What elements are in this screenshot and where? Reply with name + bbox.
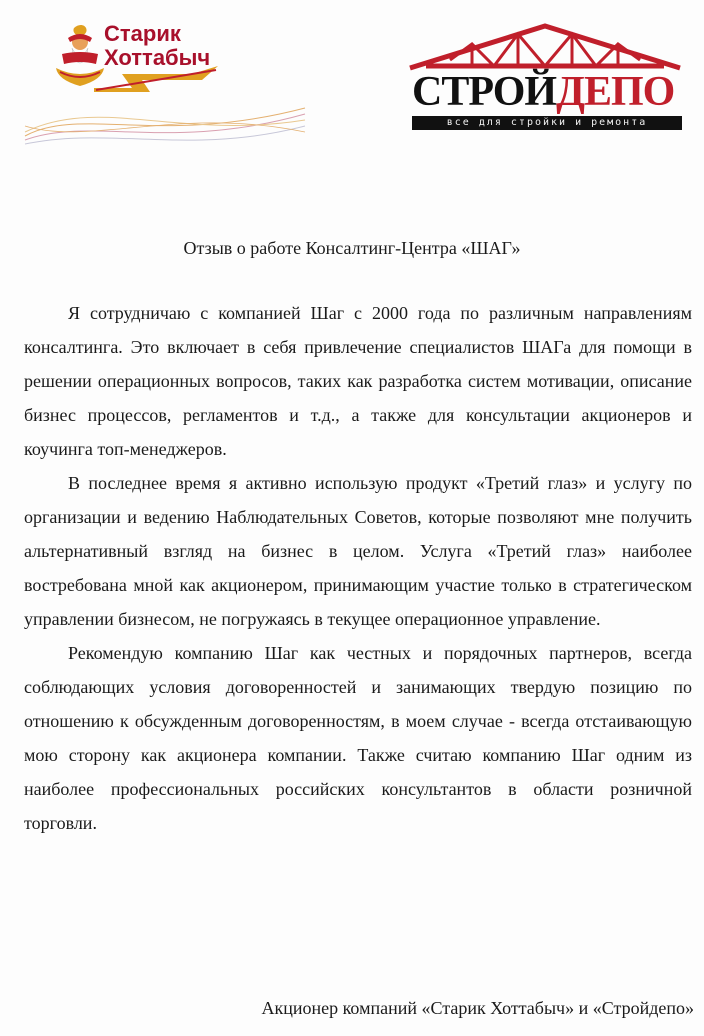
document-body — [24, 296, 692, 840]
starik-hottabych-brand-text: Старик Хоттабыч — [104, 21, 211, 70]
signature-line: Акционер компаний «Старик Хоттабыч» и «Стройдепо» — [261, 998, 694, 1018]
stroydepo-tagline: все для стройки и ремонта — [412, 116, 682, 130]
brand-part-stroy: СТРОЙ — [412, 69, 557, 115]
brand-part-depo: ДЕПО — [556, 69, 675, 115]
starik-hottabych-logo — [52, 22, 242, 92]
decorative-waves — [20, 96, 310, 156]
stroydepo-brand-text — [412, 70, 674, 114]
stroydepo-logo — [406, 22, 684, 130]
body-paragraph: Рекомендую компанию Шаг как честных и порядочных партнеров, всегда соблюдающих условия договоренностей и занимающих твердую позицию по отношению к обсужденным договоренностям, в моем случае - всегда отстаивающую мою сторону как акционера компании. Также считаю компанию Шаг одним из наиболее профессиональных российских консультантов в области розничной торговли. — [24, 643, 692, 833]
body-paragraph: В последнее время я активно использую продукт «Третий глаз» и услугу по организации и ведению Наблюдательных Советов, которые позволяют мне получить альтернативный взгляд на бизнес в целом. Услуга «Третий глаз» наиболее востребована мной как акционером, принимающим участие только в стратегическом управлении бизнесом, не погружаясь в текущее операционное управление. — [24, 473, 692, 629]
carpet-swoosh-icon — [92, 66, 222, 96]
body-paragraph: Я сотрудничаю с компанией Шаг с 2000 года по различным направлениям консалтинга. Это включает в себя привлечение специалистов ШАГа для помощи в решении операционных вопросов, таких как разработка систем мотивации, описание бизнес процессов, регламентов и т.д., а также для консультации акционеров и коучинга топ-менеджеров. — [24, 303, 692, 459]
roof-truss-icon — [406, 22, 684, 72]
document-title: Отзыв о работе Консалтинг-Центра «ШАГ» — [183, 238, 521, 258]
